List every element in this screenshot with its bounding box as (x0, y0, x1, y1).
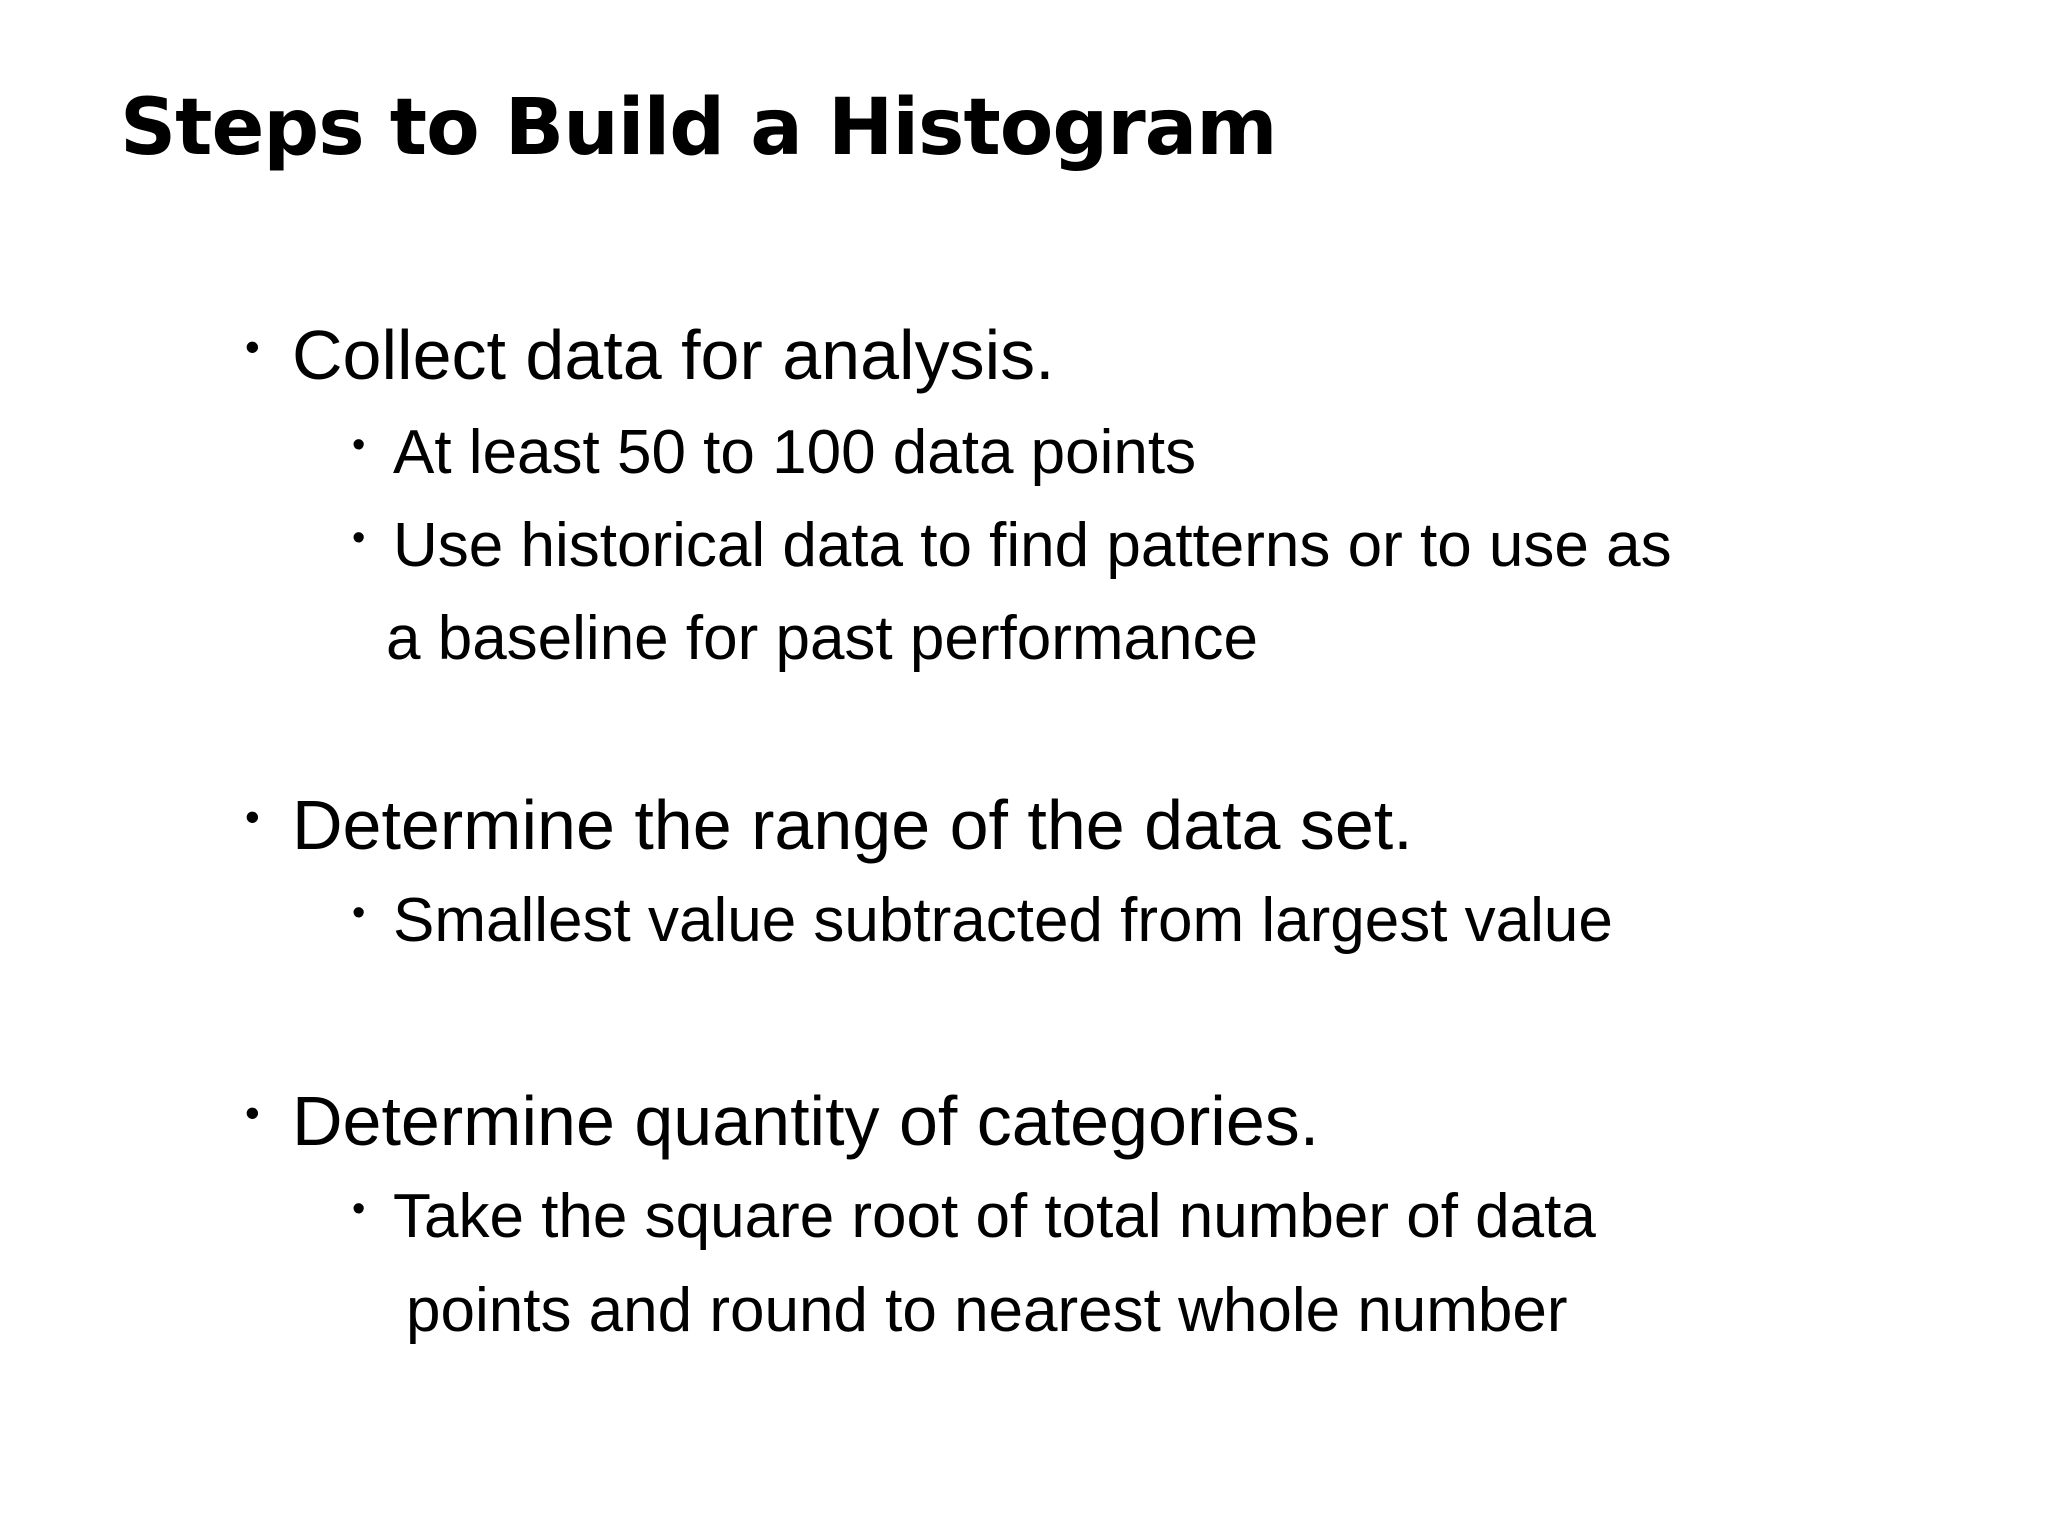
bullet-level2: Use historical data to find patterns or to use as (393, 511, 1672, 580)
bullet-level1: Determine the range of the data set. (292, 786, 1413, 864)
bullet-icon: • (245, 323, 260, 370)
bullet-level2: Smallest value subtracted from largest value (393, 886, 1613, 955)
bullet-level1: Determine quantity of categories. (292, 1082, 1320, 1160)
bullet-level2: At least 50 to 100 data points (393, 418, 1197, 487)
slide-title: Steps to Build a Histogram (120, 83, 1277, 173)
bullet-level2: Take the square root of total number of data (393, 1182, 1596, 1251)
bullet-icon: • (352, 517, 366, 559)
bullet-level1: Collect data for analysis. (292, 316, 1055, 394)
bullet-icon: • (352, 424, 366, 466)
bullet-icon: • (245, 793, 260, 840)
bullet-level2-continuation: a baseline for past performance (386, 604, 1258, 673)
bullet-level2-continuation: points and round to nearest whole number (406, 1276, 1568, 1345)
bullet-icon: • (245, 1089, 260, 1136)
bullet-icon: • (352, 1188, 366, 1230)
bullet-icon: • (352, 892, 366, 934)
